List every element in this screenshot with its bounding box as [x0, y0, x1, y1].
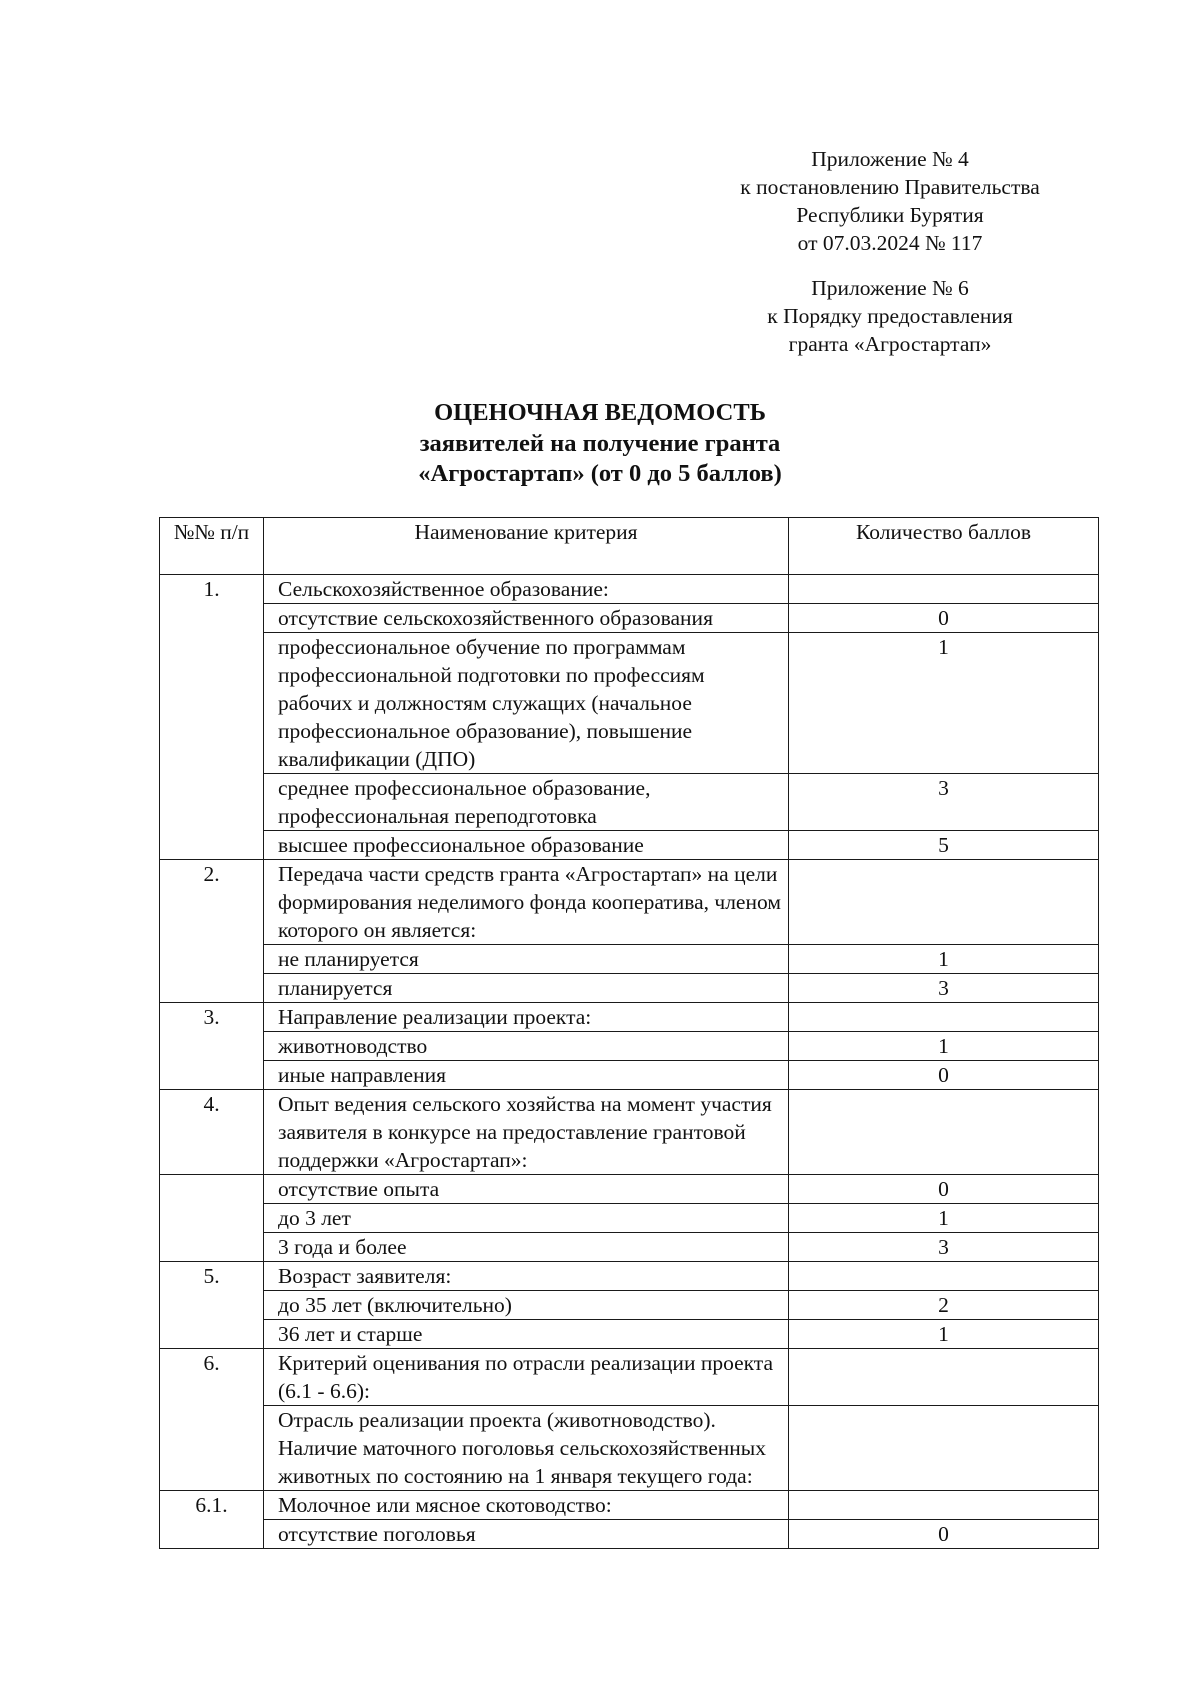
points-cell [789, 1491, 1099, 1520]
table-row [160, 1061, 1099, 1090]
table-row [160, 1204, 1099, 1233]
points-cell: 0 [789, 604, 1099, 633]
item-number: 4. [160, 1090, 264, 1175]
criterion-cell: 36 лет и старше [264, 1320, 789, 1349]
points-cell: 3 [789, 1233, 1099, 1262]
criterion-cell: до 3 лет [264, 1204, 789, 1233]
points-cell: 2 [789, 1291, 1099, 1320]
table-row [160, 1175, 1099, 1204]
criterion-cell: не планируется [264, 945, 789, 974]
table-row [160, 1491, 1099, 1520]
table-row [160, 575, 1099, 604]
points-cell [789, 1003, 1099, 1032]
title-line: «Агростартап» (от 0 до 5 баллов) [418, 460, 782, 487]
appendix-6-header [700, 274, 1080, 358]
points-cell: 1 [789, 1204, 1099, 1233]
criterion-cell: животноводство [264, 1032, 789, 1061]
item-number: 6.1. [160, 1491, 264, 1549]
table-row [160, 945, 1099, 974]
column-header-number: №№ п/п [160, 518, 264, 575]
points-cell [789, 1090, 1099, 1175]
item-number: 3. [160, 1003, 264, 1090]
criterion-cell: Отрасль реализации проекта (животноводство). Наличие маточного поголовья сельскохозяйственных животных по состоянию на 1 января текущего года: [264, 1406, 789, 1491]
points-cell: 3 [789, 974, 1099, 1003]
points-cell: 1 [789, 1032, 1099, 1061]
points-cell [789, 1406, 1099, 1491]
points-cell: 0 [789, 1520, 1099, 1549]
points-cell [789, 575, 1099, 604]
criterion-cell: Опыт ведения сельского хозяйства на момент участия заявителя в конкурсе на предоставление грантовой поддержки «Агростартап»: [264, 1090, 789, 1175]
table-row [160, 1291, 1099, 1320]
column-header-criterion: Наименование критерия [264, 518, 789, 575]
criterion-cell: среднее профессиональное образование, профессиональная переподготовка [264, 774, 789, 831]
table-row [160, 831, 1099, 860]
appendix-line: Республики Бурятия [796, 203, 984, 227]
points-cell: 0 [789, 1061, 1099, 1090]
points-cell [789, 860, 1099, 945]
criterion-cell: отсутствие поголовья [264, 1520, 789, 1549]
table-row [160, 774, 1099, 831]
table-row [160, 1090, 1099, 1175]
item-number: 5. [160, 1262, 264, 1349]
table-row [160, 1003, 1099, 1032]
table-row [160, 1520, 1099, 1549]
table-row [160, 1406, 1099, 1491]
criterion-cell: Молочное или мясное скотоводство: [264, 1491, 789, 1520]
table-row [160, 1349, 1099, 1406]
table-row [160, 974, 1099, 1003]
appendix-line: к Порядку предоставления [767, 304, 1013, 328]
criterion-cell: до 35 лет (включительно) [264, 1291, 789, 1320]
table-header-row [160, 518, 1099, 575]
criterion-cell: иные направления [264, 1061, 789, 1090]
column-header-points: Количество баллов [789, 518, 1099, 575]
criterion-cell: планируется [264, 974, 789, 1003]
criterion-cell: Направление реализации проекта: [264, 1003, 789, 1032]
table-row [160, 1320, 1099, 1349]
points-cell [789, 1262, 1099, 1291]
item-number [160, 1175, 264, 1262]
title-line: ОЦЕНОЧНАЯ ВЕДОМОСТЬ [434, 399, 766, 426]
appendix-line: Приложение № 4 [811, 147, 969, 171]
points-cell [789, 1349, 1099, 1406]
criterion-cell: высшее профессиональное образование [264, 831, 789, 860]
table-row [160, 633, 1099, 774]
appendix-line: Приложение № 6 [811, 276, 969, 300]
points-cell: 5 [789, 831, 1099, 860]
criterion-cell: отсутствие опыта [264, 1175, 789, 1204]
table-row [160, 860, 1099, 945]
points-cell: 1 [789, 945, 1099, 974]
appendix-line: к постановлению Правительства [740, 175, 1040, 199]
criteria-table [159, 517, 1099, 1549]
document-title [0, 398, 1200, 490]
table-row [160, 604, 1099, 633]
criterion-cell: профессиональное обучение по программам профессиональной подготовки по профессиям рабочих и должностям служащих (начальное профессиональное образование), повышение квалификации (ДПО) [264, 633, 789, 774]
points-cell: 0 [789, 1175, 1099, 1204]
criterion-cell: отсутствие сельскохозяйственного образования [264, 604, 789, 633]
criterion-cell: Критерий оценивания по отрасли реализации проекта (6.1 - 6.6): [264, 1349, 789, 1406]
criterion-cell: Передача части средств гранта «Агростартап» на цели формирования неделимого фонда кооператива, членом которого он является: [264, 860, 789, 945]
appendix-4-header [700, 145, 1080, 257]
appendix-line: гранта «Агростартап» [788, 332, 992, 356]
points-cell: 3 [789, 774, 1099, 831]
criterion-cell: 3 года и более [264, 1233, 789, 1262]
appendix-line: от 07.03.2024 № 117 [797, 231, 983, 255]
criterion-cell: Возраст заявителя: [264, 1262, 789, 1291]
criterion-cell: Сельскохозяйственное образование: [264, 575, 789, 604]
table-row [160, 1032, 1099, 1061]
item-number: 6. [160, 1349, 264, 1491]
title-line: заявителей на получение гранта [419, 429, 781, 457]
points-cell: 1 [789, 1320, 1099, 1349]
table-row [160, 1233, 1099, 1262]
points-cell: 1 [789, 633, 1099, 774]
item-number: 1. [160, 575, 264, 860]
table-row [160, 1262, 1099, 1291]
item-number: 2. [160, 860, 264, 1003]
